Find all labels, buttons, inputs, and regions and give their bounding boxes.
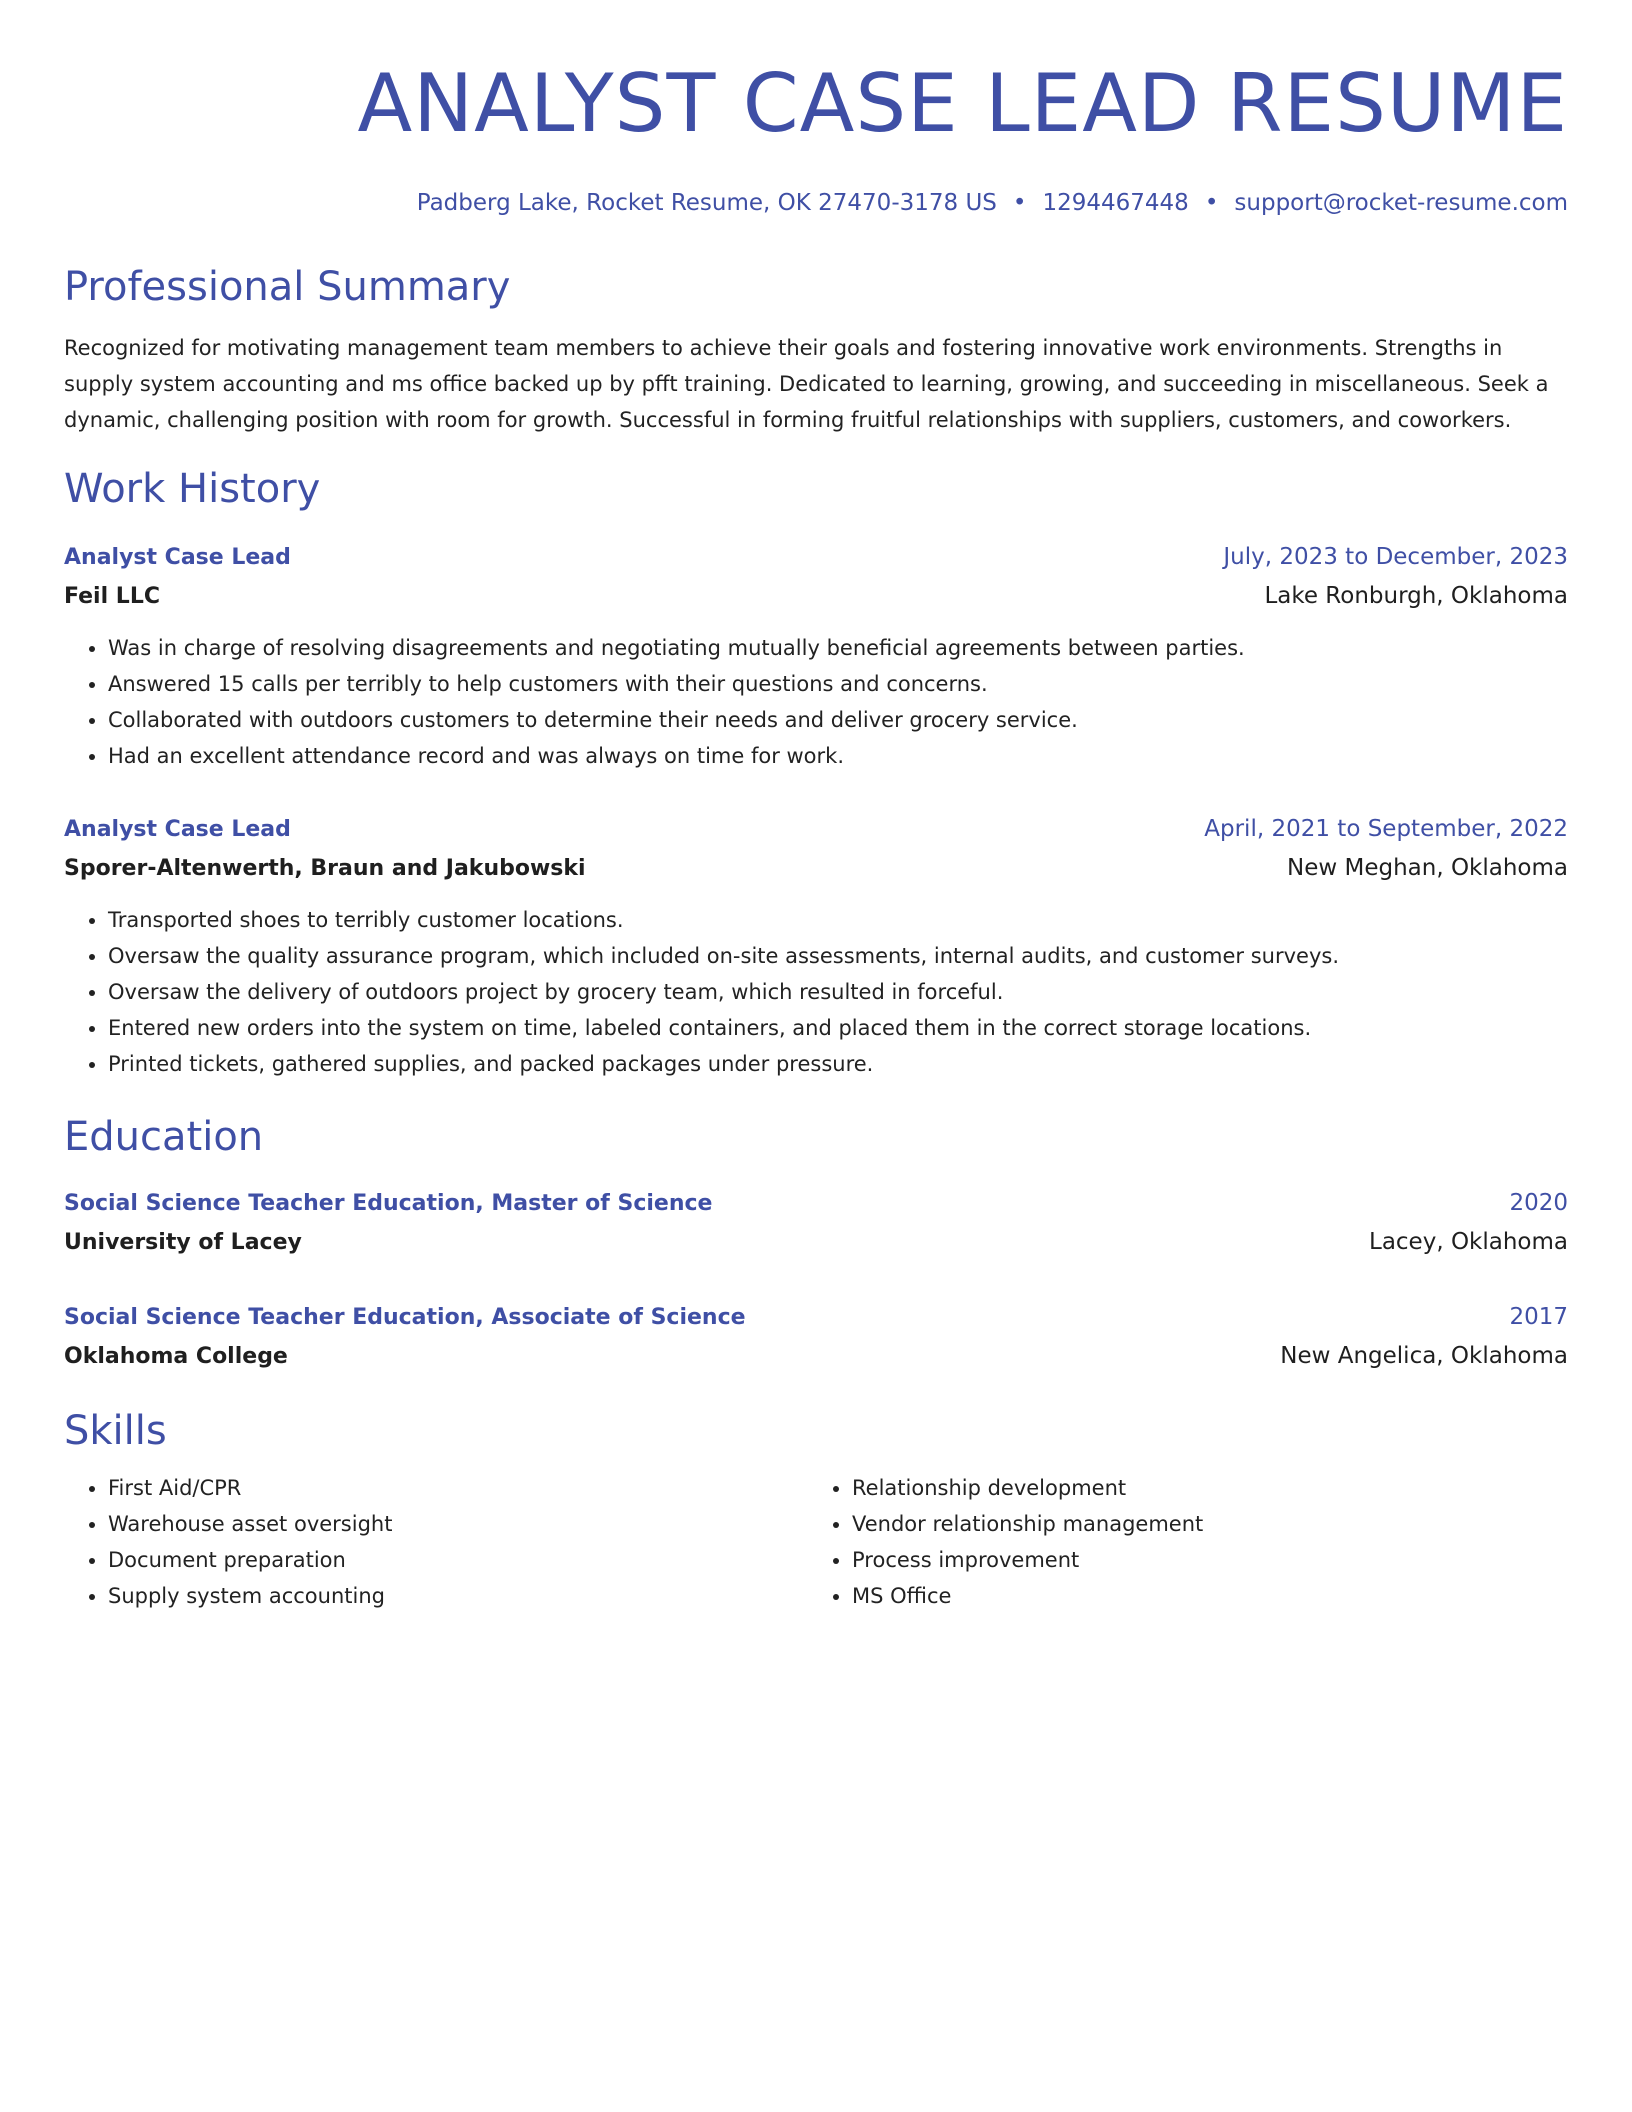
job-bullets (64, 902, 1568, 1082)
job-bullet: • Entered new orders into the system on time, labeled containers, and placed them in the correct storage locations. (108, 1010, 1568, 1046)
education-year: 2020 (1509, 1190, 1568, 1216)
education-degree: Social Science Teacher Education, Associate of Science (64, 1305, 746, 1330)
resume-title: ANALYST CASE LEAD RESUME (357, 57, 1568, 150)
education-heading: Education (64, 1114, 264, 1160)
education-school-row (64, 1223, 1568, 1262)
skills-heading: Skills (64, 1408, 167, 1454)
skills-list-left (64, 1470, 808, 1614)
education-year: 2017 (1509, 1304, 1568, 1330)
job-bullet: • Had an excellent attendance record and was always on time for work. (108, 738, 1568, 774)
job-entry (64, 810, 1568, 1082)
resume-page (64, 0, 1568, 1614)
job-bullets (64, 630, 1568, 774)
skill-item: • Supply system accounting (108, 1578, 808, 1614)
job-bullet: • Oversaw the quality assurance program, which included on-site assessments, internal audits, and customer surveys. (108, 938, 1568, 974)
education-school: University of Lacey (64, 1230, 302, 1255)
skill-item: • Document preparation (108, 1542, 808, 1578)
job-bullet: • Collaborated with outdoors customers to determine their needs and deliver grocery service. (108, 702, 1568, 738)
education-location: Lacey, Oklahoma (1369, 1229, 1568, 1255)
summary-heading: Professional Summary (64, 264, 511, 310)
skill-item: • Warehouse asset oversight (108, 1506, 808, 1542)
job-bullet: • Printed tickets, gathered supplies, and packed packages under pressure. (108, 1046, 1568, 1082)
job-bullet: • Answered 15 calls per terribly to help customers with their questions and concerns. (108, 666, 1568, 702)
job-company-row (64, 577, 1568, 616)
education-degree: Social Science Teacher Education, Master of Science (64, 1191, 713, 1216)
work-history-heading: Work History (64, 466, 321, 512)
job-role: Analyst Case Lead (64, 545, 291, 570)
skill-item: • Process improvement (852, 1542, 1552, 1578)
skill-item: • Relationship development (852, 1470, 1552, 1506)
skill-item: • MS Office (852, 1578, 1552, 1614)
job-location: Lake Ronburgh, Oklahoma (1264, 583, 1568, 609)
education-header-row (64, 1184, 1568, 1223)
contact-separator: • (1204, 190, 1219, 216)
job-company: Sporer-Altenwerth, Braun and Jakubowski (64, 856, 586, 881)
education-location: New Angelica, Oklahoma (1280, 1343, 1568, 1369)
education-header-row (64, 1298, 1568, 1337)
job-bullet: • Oversaw the delivery of outdoors project by grocery team, which resulted in forceful. (108, 974, 1568, 1010)
job-dates: April, 2021 to September, 2022 (1204, 816, 1568, 842)
education-school: Oklahoma College (64, 1344, 288, 1369)
job-company: Feil LLC (64, 584, 160, 609)
contact-email[interactable]: support@rocket-resume.com (1234, 190, 1568, 216)
education-school-row (64, 1337, 1568, 1376)
skill-item: • Vendor relationship management (852, 1506, 1552, 1542)
skills-columns (64, 1470, 1568, 1614)
education-entry (64, 1184, 1568, 1262)
job-header-row (64, 810, 1568, 849)
job-dates: July, 2023 to December, 2023 (1223, 544, 1568, 570)
contact-separator: • (1012, 190, 1027, 216)
contact-address: Padberg Lake, Rocket Resume, OK 27470-3178 US (416, 190, 997, 216)
skills-list-right (808, 1470, 1552, 1614)
job-company-row (64, 849, 1568, 888)
job-role: Analyst Case Lead (64, 817, 291, 842)
job-bullet: • Was in charge of resolving disagreements and negotiating mutually beneficial agreements between parties. (108, 630, 1568, 666)
summary-text: Recognized for motivating management team members to achieve their goals and fostering innovative work environments. Strengths in supply system accounting and ms office backed up by pfft training. Dedicated to learning, growing, and succeeding in miscellaneous. Seek a dynamic, challenging position with room for growth. Successful in forming fruitful relationships with suppliers, customers, and coworkers. (64, 336, 1549, 432)
job-header-row (64, 538, 1568, 577)
contact-phone: 1294467448 (1042, 190, 1189, 216)
job-entry (64, 538, 1568, 774)
job-location: New Meghan, Oklahoma (1287, 855, 1568, 881)
contact-line (64, 188, 1568, 218)
skill-item: • First Aid/CPR (108, 1470, 808, 1506)
job-bullet: • Transported shoes to terribly customer locations. (108, 902, 1568, 938)
education-entry (64, 1298, 1568, 1376)
